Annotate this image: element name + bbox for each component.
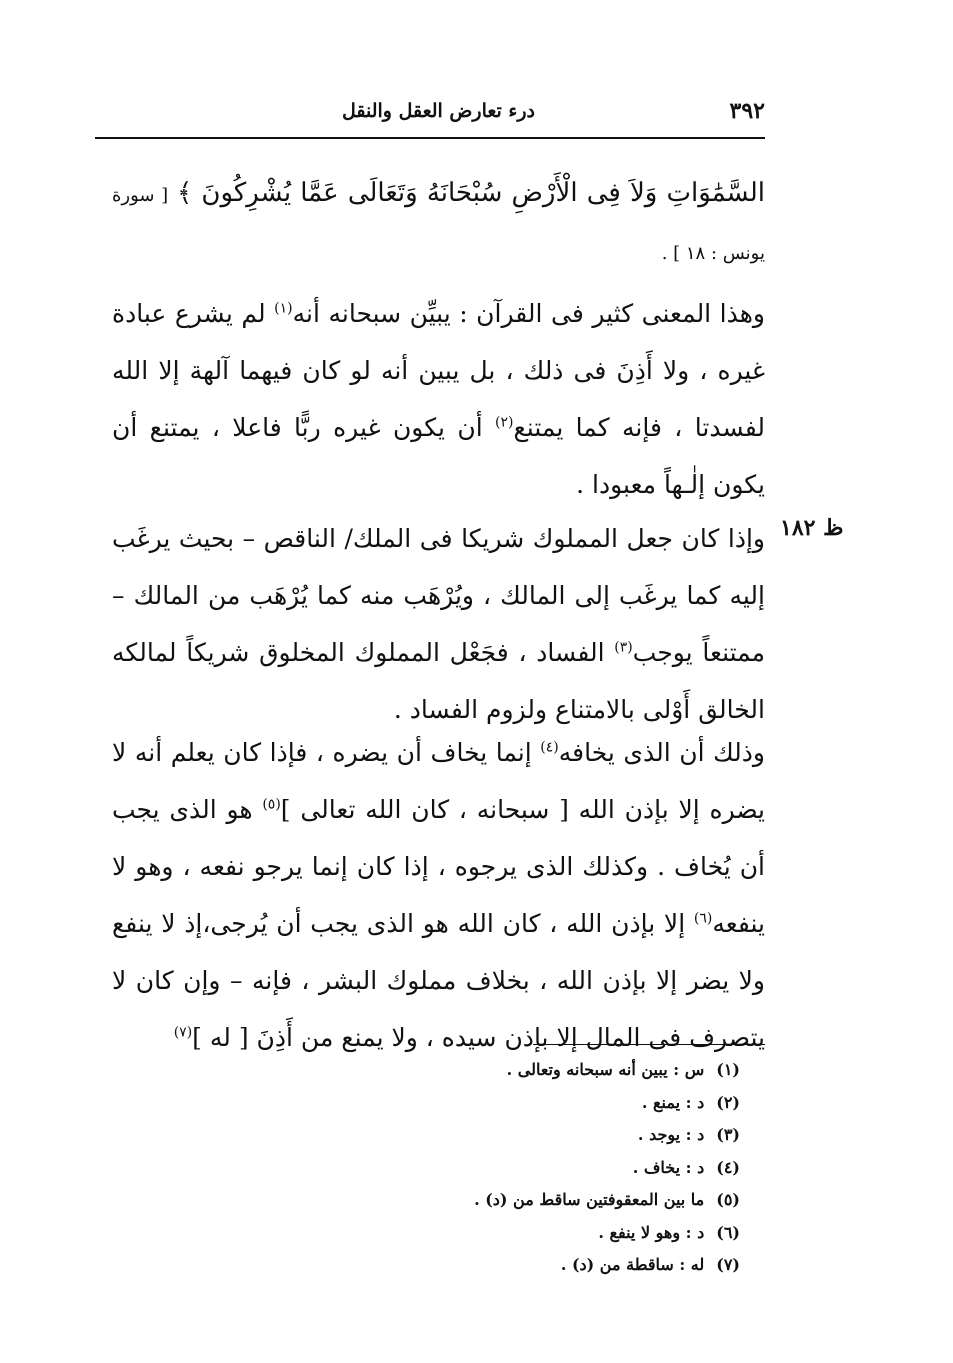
footnote-number: (٣) bbox=[716, 1125, 740, 1144]
footnote-item bbox=[420, 1249, 740, 1282]
paragraph-text: وهذا المعنى كثير فى القرآن : يبيِّن سبحانه أنه bbox=[292, 299, 765, 328]
paragraph-text: هو الذى يجب أن يُخاف . وكذلك الذى يرجوه ، إذا كان إنما يرجو نفعه ، وهو لا ينفعه bbox=[112, 795, 765, 938]
footnotes bbox=[420, 1054, 740, 1282]
footnote-number: (٢) bbox=[716, 1092, 740, 1112]
paragraph-text: الفساد ، فجَعْل المملوك المخلوق شريكاً لمالكه الخالق أَوْلى بالامتناع ولزوم الفساد . bbox=[112, 638, 765, 724]
footnote-number: (٦) bbox=[716, 1222, 740, 1242]
footnote-marker: (٤) bbox=[540, 739, 559, 756]
footnote-number: (١) bbox=[716, 1060, 740, 1079]
footnote-item bbox=[420, 1152, 740, 1185]
paragraph-text: وإذا كان جعل المملوك شريكا فى الملك/ الناقص – بحيث يرغَب إليه كما يرغَب إلى المالك ، ويُرْهَب منه كما يُرْهَب من المالك – ممتنعاً يوجب bbox=[112, 524, 765, 667]
paragraph-text: إلا بإذن الله ، كان الله هو الذى يجب أن يُرجى،إذ لا ينفع ولا يضر إلا بإذن الله ، بخلاف مملوك البشر ، فإنه – وإن كان لا يتصرف فى المال إلا بإذن سيده ، ولا يمنع من أَذِنَ [ له ] bbox=[112, 909, 765, 1052]
paragraph-text: إنما يخاف أن يضره ، فإذا كان يعلم أنه لا يضره إلا بإذن الله [ سبحانه ، كان الله تعالى ] bbox=[112, 738, 765, 824]
footnote-text: ما بين المعقوفتين ساقط من (د) . bbox=[474, 1190, 705, 1209]
footnote-number: (٧) bbox=[716, 1255, 740, 1274]
footnote-item bbox=[420, 1054, 740, 1087]
footnote-number: (٤) bbox=[716, 1157, 740, 1177]
quran-continuation bbox=[112, 165, 765, 281]
footnote-number: (٥) bbox=[716, 1190, 740, 1209]
paragraph bbox=[112, 724, 803, 1066]
footnote-text: د : يوجد . bbox=[637, 1125, 705, 1144]
footnote-item bbox=[420, 1119, 740, 1152]
paragraph-text: لم يشرع عبادة غيره ، ولا أَذِنَ فى ذلك ، بل يبين أنه لو كان فيهما آلهة إلا الله لفسدتا ، فإنه كما يمتنع bbox=[112, 299, 766, 442]
quran-verse-text: السَّمَٰوَاتِ وَلاَ فِى الْأَرْضِ سُبْحَانَهُ وَتَعَالَى عَمَّا يُشْرِكُونَ ﴾ bbox=[176, 178, 765, 208]
running-title: درء تعارض العقل والنقل bbox=[341, 100, 535, 122]
footnote-item bbox=[420, 1217, 740, 1250]
footnote-marker: (٢) bbox=[495, 414, 514, 431]
footnote-text: له : ساقطة من (د) . bbox=[560, 1255, 705, 1274]
paragraph bbox=[112, 510, 803, 738]
footnote-item bbox=[420, 1184, 740, 1217]
paragraph-text: وذلك أن الذى يخافه bbox=[558, 738, 766, 767]
footnote-marker: (١) bbox=[274, 300, 293, 317]
surah-reference: [ سورة يونس : ١٨ ] . bbox=[112, 185, 765, 264]
footnote-text: س : يبين أنه سبحانه وتعالى . bbox=[506, 1060, 705, 1079]
paragraph bbox=[112, 285, 803, 513]
footnote-separator bbox=[533, 1044, 765, 1045]
page-number: ٣٩٢ bbox=[729, 98, 765, 124]
page-header bbox=[95, 98, 765, 138]
footnote-marker: (٥) bbox=[262, 796, 281, 813]
footnote-text: د : وهو لا ينفع . bbox=[598, 1222, 705, 1242]
footnote-text: د : يخاف . bbox=[632, 1157, 705, 1177]
footnote-marker: (٣) bbox=[614, 639, 633, 656]
margin-manuscript-reference: ظ ١٨٢ bbox=[780, 515, 844, 541]
footnote-item bbox=[420, 1087, 740, 1120]
header-rule bbox=[95, 137, 765, 139]
footnote-marker: (٦) bbox=[693, 910, 713, 927]
footnote-text: د : يمنع . bbox=[641, 1092, 705, 1112]
footnote-marker: (٧) bbox=[173, 1024, 193, 1041]
paragraph-text: أن يكون غيره ربًّا فاعلا ، يمتنع أن يكون إلٰـهاً معبودا . bbox=[112, 413, 765, 499]
